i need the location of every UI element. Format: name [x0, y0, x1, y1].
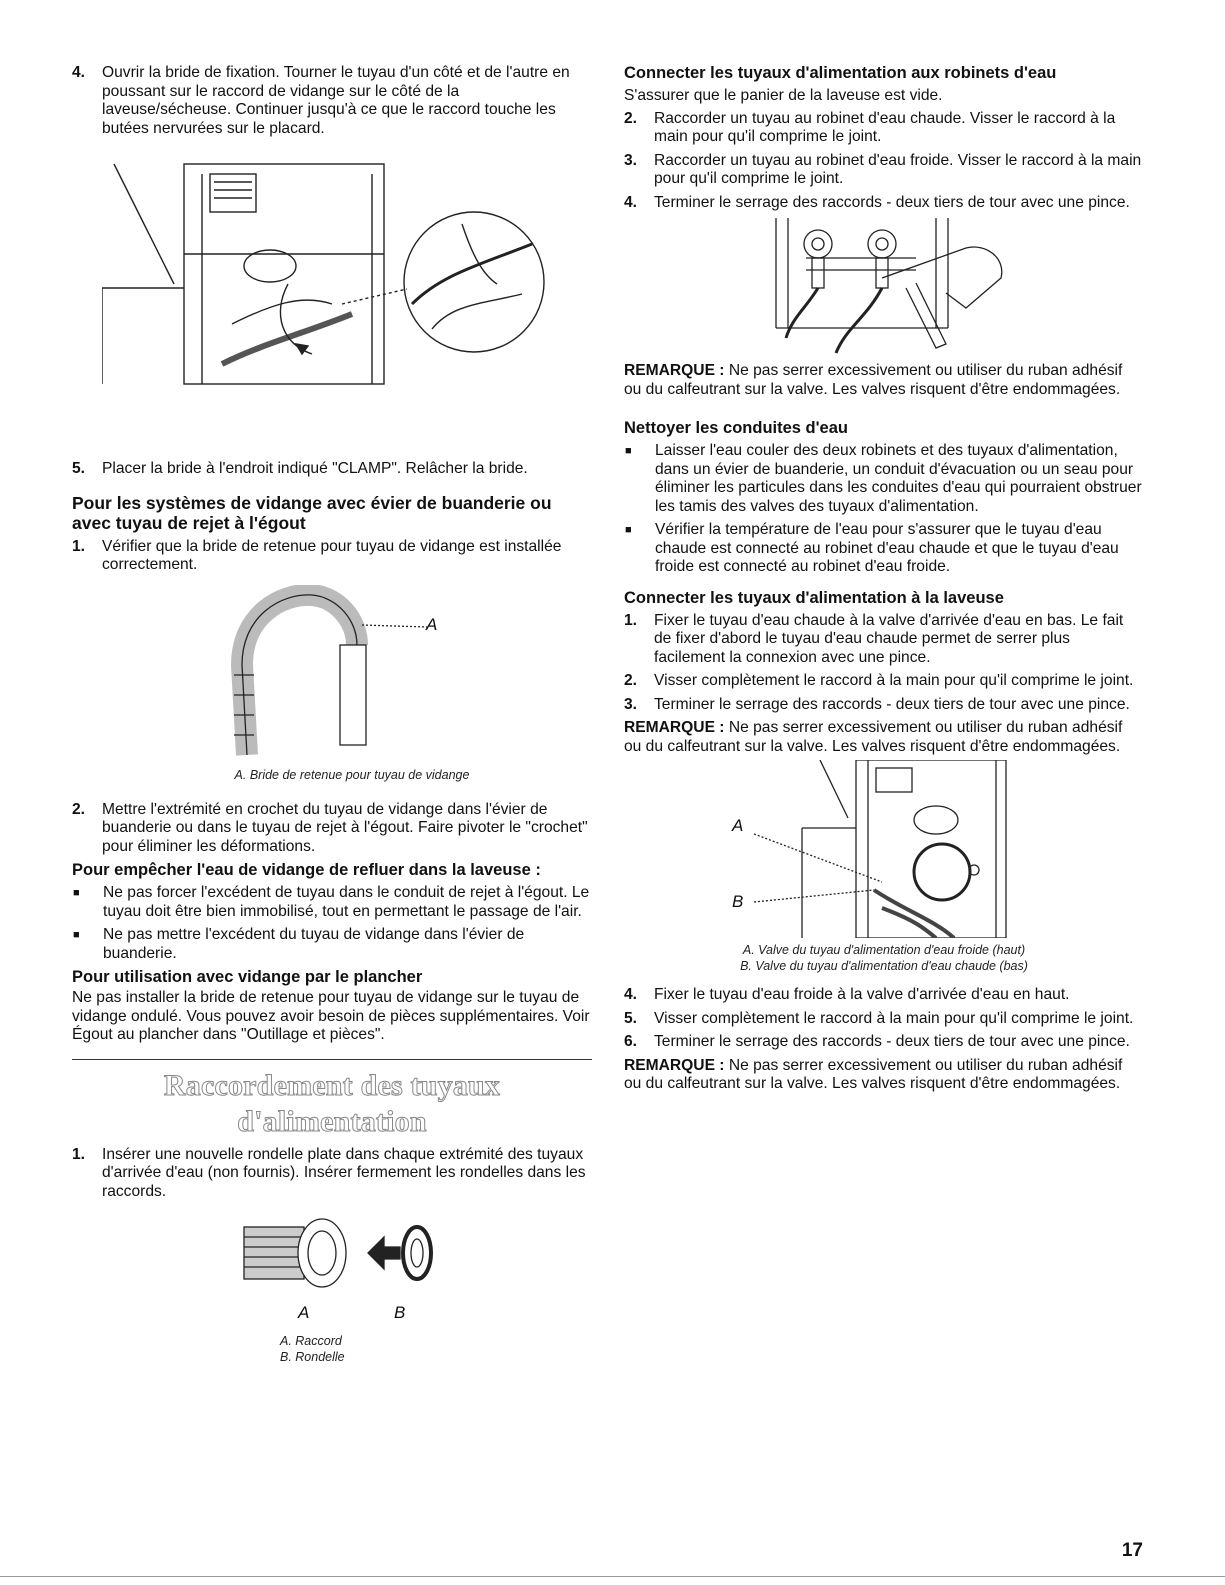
- step-number: 2.: [72, 800, 86, 818]
- step-text: Mettre l'extrémité en crochet du tuyau de vidange dans l'évier de buanderie ou dans le tuyau de rejet à l'égout. Faire pivoter le "crochet" pour éliminer les déformations.: [102, 800, 588, 855]
- step-number: 5.: [624, 1009, 638, 1027]
- bullet-text: Vérifier la température de l'eau pour s'assurer que le tuyau d'eau chaude est connecté au robinet d'eau chaude et que le tuyau d'eau froide est connecté au robinet d'eau froide.: [655, 521, 1119, 575]
- hose-retainer-illustration: [72, 585, 542, 757]
- step-text: Insérer une nouvelle rondelle plate dans chaque extrémité des tuyaux d'arrivée d'eau (non fournis). Insérer fermement les rondelles dans les raccords.: [102, 1145, 586, 1200]
- note-text: Ne pas serrer excessivement ou utiliser du ruban adhésif ou du calfeutrant sur la valve. Les valves risquent d'être endommagées.: [624, 719, 1123, 755]
- supply-step-1: [72, 1146, 592, 1202]
- step-number: 2.: [624, 109, 638, 127]
- step-text: Terminer le serrage des raccords - deux tiers de tour avec une pince.: [654, 695, 1130, 713]
- step-text: Raccorder un tuyau au robinet d'eau froide. Visser le raccord à la main pour qu'il comprime le joint.: [654, 151, 1142, 187]
- drain-hose-install-illustration: [102, 154, 572, 446]
- inlet-valve-figure: [624, 760, 1144, 938]
- bullet-text: Ne pas forcer l'excédent de tuyau dans le conduit de rejet à l'égout. Le tuyau doit être bien immobilisé, tout en permettant le passage de l'air.: [103, 884, 590, 920]
- step-number: 1.: [624, 611, 638, 629]
- bullet-icon: ■: [73, 887, 80, 899]
- step-text: Raccorder un tuyau au robinet d'eau chaude. Visser le raccord à la main pour qu'il comprime le joint.: [654, 109, 1116, 145]
- step-number: 5.: [72, 460, 86, 477]
- figure-label-a: A: [732, 816, 744, 835]
- figure-label-b: B: [394, 1303, 406, 1322]
- figure-caption-a: A. Valve du tuyau d'alimentation d'eau froide (haut): [742, 943, 1026, 957]
- step-number: 3.: [624, 151, 638, 169]
- step-text: Fixer le tuyau d'eau froide à la valve d'arrivée d'eau en haut.: [654, 986, 1070, 1003]
- figure-label-a: A: [426, 614, 438, 634]
- figure-label-a: A: [298, 1303, 310, 1322]
- section-divider: [72, 1059, 592, 1060]
- hose-retainer-figure: [72, 585, 542, 757]
- figure-label-b: B: [732, 892, 744, 911]
- step-text: Ouvrir la bride de fixation. Tourner le tuyau d'un côté et de l'autre en poussant sur le raccord de vidange sur le côté de la laveuse/sécheuse. Continuer jusqu'à ce que le raccord touche les butées nervurées sur le placard.: [102, 64, 570, 137]
- step-number: 1.: [72, 1145, 86, 1163]
- backflow-bullet-1: [72, 884, 592, 921]
- inlet-valve-illustration: [624, 760, 1144, 938]
- bullet-icon: ■: [625, 445, 632, 457]
- bullet-text: Laisser l'eau couler des deux robinets et des tuyaux d'alimentation, dans un évier de buanderie, un conduit d'évacuation ou un seau pour éliminer les particules dans les conduites d'eau qui pourraient obstruer les tamis des valves des tuyaux d'alimentation.: [655, 442, 1142, 515]
- washer-step: [624, 672, 1144, 691]
- washer-step: [624, 612, 1144, 668]
- section-title: Raccordement des tuyaux d'alimentation: [163, 1068, 501, 1138]
- bullet-icon: ■: [73, 929, 80, 941]
- bullet-text: Ne pas mettre l'excédent du tuyau de vidange dans l'évier de buanderie.: [103, 926, 525, 962]
- step-number: 4.: [624, 193, 638, 211]
- note-label: REMARQUE :: [624, 1056, 725, 1074]
- heading-flush: Nettoyer les conduites d'eau: [624, 419, 848, 437]
- step-text: Visser complètement le raccord à la main pour qu'il comprime le joint.: [654, 1009, 1134, 1027]
- figure-caption-a: A. Raccord: [280, 1334, 342, 1348]
- floor-drain-text: Ne pas installer la bride de retenue pour tuyau de vidange sur le tuyau de vidange ondulé. Vous pouvez avoir besoin de pièces supplémentaires. Voir Égout au plancher dans "Outillage et pièces".: [72, 989, 590, 1043]
- heading-sink-drain: Pour les systèmes de vidange avec évier de buanderie ou avec tuyau de rejet à l'égout: [72, 492, 552, 533]
- step-4: [72, 64, 592, 138]
- step-5: [72, 460, 592, 479]
- step-text: Fixer le tuyau d'eau chaude à la valve d'arrivée d'eau en bas. Le fait de fixer d'abord le tuyau d'eau chaude permet de serrer plus facilement la connexion avec une pince.: [654, 611, 1124, 666]
- washer-step: [624, 986, 1144, 1005]
- heading-backflow: Pour empêcher l'eau de vidange de refluer dans la laveuse :: [72, 861, 541, 879]
- note-label: REMARQUE :: [624, 362, 725, 379]
- step-text: Terminer le serrage des raccords - deux tiers de tour avec une pince.: [654, 1033, 1130, 1050]
- faucet-step: [624, 110, 1144, 147]
- faucet-step: [624, 152, 1144, 189]
- right-column: [624, 64, 1144, 1094]
- page-number: 17: [1121, 1540, 1143, 1561]
- step-number: 1.: [72, 537, 86, 555]
- bullet-icon: ■: [625, 524, 632, 536]
- note-label: REMARQUE :: [624, 719, 725, 736]
- washer-figure: [72, 1211, 542, 1351]
- step-number: 4.: [624, 986, 638, 1003]
- faucets-intro: S'assurer que le panier de la laveuse est vide.: [624, 87, 943, 104]
- note-text: Ne pas serrer excessivement ou utiliser du ruban adhésif ou du calfeutrant sur la valve. Les valves risquent d'être endommagées.: [624, 362, 1123, 398]
- step-number: 3.: [624, 695, 638, 713]
- faucet-pliers-illustration: [766, 218, 1026, 358]
- step-number: 6.: [624, 1033, 638, 1050]
- figure-caption-b: B. Valve du tuyau d'alimentation d'eau chaude (bas): [740, 959, 1028, 973]
- washer-step: [624, 1033, 1144, 1052]
- left-column: [72, 64, 592, 1365]
- step-text: Visser complètement le raccord à la main pour qu'il comprime le joint.: [654, 672, 1134, 689]
- note: [624, 1057, 1144, 1094]
- coupling-and-washer-illustration: [72, 1211, 542, 1301]
- heading-faucets: Connecter les tuyaux d'alimentation aux robinets d'eau: [624, 64, 1057, 82]
- step-number: 2.: [624, 672, 638, 689]
- flush-bullet-1: [624, 442, 1144, 516]
- footer-rule: [0, 1576, 1225, 1577]
- sink-step-1: [72, 538, 592, 575]
- note: [624, 362, 1144, 399]
- washer-step: [624, 696, 1144, 715]
- sink-step-2: [72, 801, 592, 857]
- washer-step: [624, 1010, 1144, 1029]
- figure-caption-b: B. Rondelle: [280, 1350, 345, 1364]
- backflow-bullet-2: [72, 926, 592, 963]
- step-text: Terminer le serrage des raccords - deux tiers de tour avec une pince.: [654, 193, 1130, 211]
- heading-washer: Connecter les tuyaux d'alimentation à la laveuse: [624, 588, 1004, 607]
- note: [624, 719, 1144, 756]
- flush-bullet-2: [624, 521, 1144, 577]
- step-number: 4.: [72, 64, 86, 81]
- step-text: Placer la bride à l'endroit indiqué "CLAMP". Relâcher la bride.: [102, 460, 528, 477]
- note-text: Ne pas serrer excessivement ou utiliser du ruban adhésif ou du calfeutrant sur la valve. Les valves risquent d'être endommagées.: [624, 1056, 1123, 1092]
- step-text: Vérifier que la bride de retenue pour tuyau de vidange est installée correctement.: [102, 537, 562, 573]
- figure-caption: A. Bride de retenue pour tuyau de vidange: [234, 767, 470, 782]
- heading-floor-drain: Pour utilisation avec vidange par le plancher: [72, 968, 423, 986]
- faucet-step: [624, 194, 1144, 213]
